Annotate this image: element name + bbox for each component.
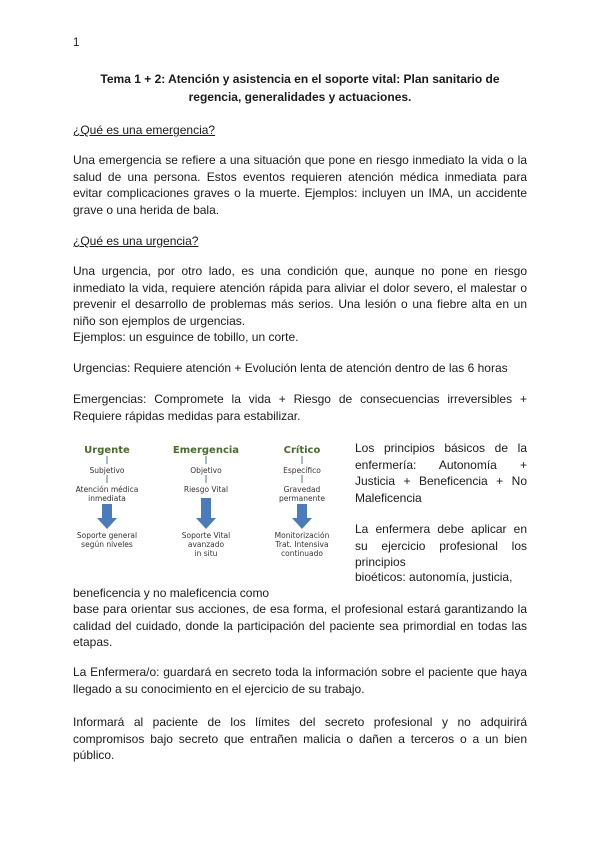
down-arrow-icon: [97, 504, 117, 529]
triage-diagram: [73, 440, 345, 570]
paragraph-emergency-definition: Una emergencia se refiere a una situación que pone en riesgo inmediato la vida o la salud de una persona. Estos eventos requieren atención médica inmediata para evitar complicaciones graves o la muerte. Ejemplos: incluyen un IMA, un accidente grave o una herida de bala.: [73, 153, 527, 217]
paragraph-nurse-apply: La enfermera debe aplicar en su ejercicio profesional los principios: [355, 522, 527, 569]
column-label: Subjetivo: [89, 466, 125, 475]
paragraph-urgency-examples: Ejemplos: un esguince de tobillo, un corte.: [73, 330, 299, 344]
paragraph-nursing-principles: Los principios básicos de la enfermería: Autonomía + Justicia + Beneficencia + No Maleficencia: [355, 441, 527, 505]
paragraph-quality-care: base para orientar sus acciones, de esa forma, el profesional estará garantizando la calidad del cuidado, donde la participación del paciente sea primordial en todas las etapas.: [73, 602, 527, 649]
column-label: Específico: [283, 466, 321, 475]
column-header: Emergencia: [172, 445, 240, 456]
column-label: Riesgo Vital: [183, 485, 229, 494]
column-label: Trat. Intensiva: [275, 540, 329, 549]
column-label: continuado: [281, 549, 323, 558]
paragraph-emergency-summary: Emergencias: Compromete la vida + Riesgo de consecuencias irreversibles + Requiere rápidas medidas para estabilizar.: [73, 392, 527, 423]
paragraph-urgency-definition: Una urgencia, por otro lado, es una condición que, aunque no pone en riesgo inmediato la vida, requiere atención rápida para aliviar el dolor severo, el malestar o prevenir el desarrollo de problemas más serios. Una lesión o una fiebre alta en un niño son ejemplos de urgencias.: [73, 264, 527, 328]
column-label: según niveles: [81, 540, 133, 549]
column-label: inmediata: [88, 494, 126, 503]
column-header: Crítico: [283, 445, 321, 456]
diagram-column-critico: [274, 444, 329, 558]
column-label: Soporte general: [76, 531, 138, 540]
heading-emergency-question: ¿Qué es una emergencia?: [73, 123, 216, 137]
heading-urgency-question: ¿Qué es una urgencia?: [73, 234, 199, 248]
column-header: Urgente: [84, 445, 130, 456]
column-label: in situ: [194, 549, 218, 558]
paragraph-urgency-summary: Urgencias: Requiere atención + Evolución lenta de atención dentro de las 6 horas: [73, 361, 508, 375]
paragraph-confidentiality: La Enfermera/o: guardará en secreto toda la información sobre el paciente que haya llegado a su conocimiento en el ejercicio de su trabajo.: [73, 665, 527, 696]
column-label: Atención médica: [75, 485, 139, 494]
page-title: Tema 1 + 2: Atención y asistencia en el soporte vital: Plan sanitario de regencia, generalidades y actuaciones.: [100, 72, 500, 104]
paragraph-beneficence-line: beneficencia y no maleficencia como: [73, 586, 270, 600]
page-number: 1: [73, 37, 80, 49]
column-label: permanente: [279, 494, 325, 503]
down-arrow-icon: [196, 498, 216, 529]
paragraph-bioethics: bioéticos: autonomía, justicia,: [355, 570, 513, 584]
down-arrow-icon: [292, 504, 312, 529]
column-label: avanzado: [187, 540, 225, 549]
diagram-column-emergencia: [173, 445, 239, 558]
diagram-column-urgente: [76, 445, 139, 549]
column-label: Soporte Vital: [181, 531, 231, 540]
column-label: Gravedad: [283, 485, 321, 494]
paragraph-professional-secret: Informará al paciente de los límites del secreto profesional y no adquirirá compromisos bajo secreto que entrañen malicia o dañen a terceros o a un bien público.: [73, 715, 527, 762]
column-label: Objetivo: [190, 466, 222, 475]
column-label: Monitorización: [274, 531, 330, 540]
